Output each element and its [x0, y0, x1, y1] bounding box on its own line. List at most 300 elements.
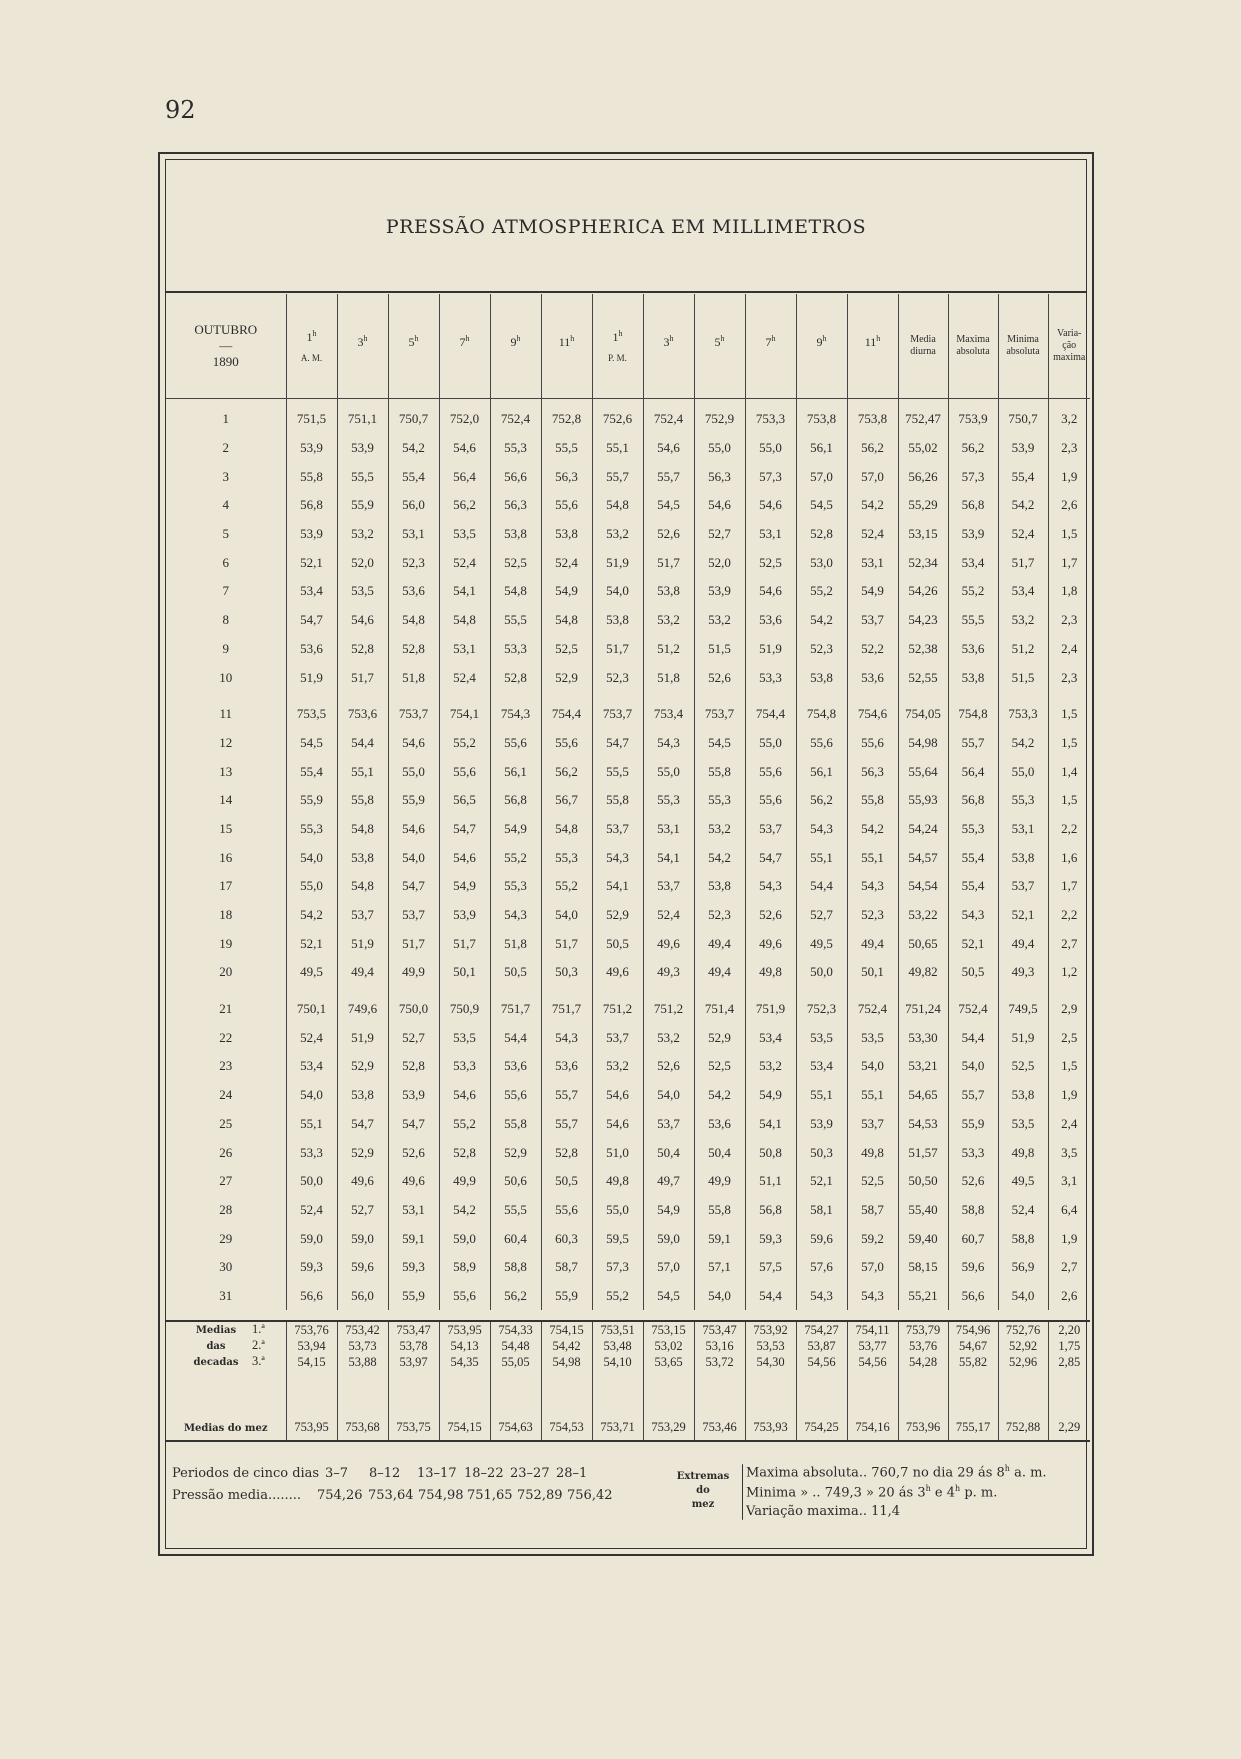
value-cell: 1,5: [1061, 1058, 1078, 1074]
value-cell: 54,8: [337, 815, 388, 844]
value-cell: 54,9: [643, 1196, 694, 1225]
medias-mez-row: [166, 1414, 1090, 1441]
value-cell: 1,9: [1061, 1087, 1078, 1103]
hour-header: [592, 294, 643, 399]
decada-value: 754,96: [948, 1321, 998, 1338]
day-cell: 14: [166, 786, 286, 815]
value-cell: 753,7: [388, 700, 439, 729]
day-cell: 2: [166, 434, 286, 463]
table-row: [166, 1224, 1090, 1253]
decada-value: 753,42: [337, 1321, 388, 1338]
page-title: PRESSÃO ATMOSPHERICA EM MILLIMETROS: [385, 216, 867, 238]
value-cell: 55,64: [898, 757, 948, 786]
value-cell: 52,5: [847, 1167, 898, 1196]
value-cell: 55,6: [490, 1081, 541, 1110]
day-cell: 9: [166, 635, 286, 664]
medias-mez-value: 753,46: [694, 1414, 745, 1441]
value-cell: 55,7: [541, 1081, 592, 1110]
month-year: 1890: [212, 354, 239, 369]
table-inner-frame: [165, 159, 1087, 1549]
value-cell: 51,7: [592, 635, 643, 664]
value-cell: 52,4: [998, 520, 1048, 549]
decada-value: 53,72: [694, 1354, 745, 1370]
pressao-4: 751,65: [467, 1488, 513, 1503]
day-cell: 17: [166, 872, 286, 901]
table-row: [166, 757, 1090, 786]
day-cell: 10: [166, 663, 286, 692]
value-cell: 54,98: [898, 729, 948, 758]
value-cell: 2,6: [1061, 497, 1078, 513]
value-cell: 53,5: [337, 577, 388, 606]
hour-header: [337, 294, 388, 399]
decada-value: 54,98: [541, 1354, 592, 1370]
summary-table: [166, 1320, 1090, 1442]
value-cell: 54,8: [541, 606, 592, 635]
value-cell: 52,4: [439, 663, 490, 692]
value-cell: 53,2: [745, 1052, 796, 1081]
hour-suffix: h: [414, 334, 419, 343]
value-cell: 53,7: [998, 872, 1048, 901]
value-cell: 52,5: [541, 635, 592, 664]
value-cell: 56,3: [847, 757, 898, 786]
value-cell: 52,4: [541, 548, 592, 577]
value-cell: 52,8: [490, 663, 541, 692]
value-cell: 55,6: [796, 729, 847, 758]
value-cell: 54,7: [592, 729, 643, 758]
value-cell: 55,2: [948, 577, 998, 606]
value-cell: 49,8: [592, 1167, 643, 1196]
value-cell: 49,6: [643, 929, 694, 958]
value-cell: 55,4: [948, 872, 998, 901]
table-row: [166, 958, 1090, 987]
day-cell: 16: [166, 843, 286, 872]
value-cell: 55,6: [847, 729, 898, 758]
value-cell: 52,5: [998, 1052, 1048, 1081]
value-cell: 57,0: [643, 1253, 694, 1282]
value-cell: 54,4: [490, 1023, 541, 1052]
value-cell: 1,8: [1061, 583, 1078, 599]
value-cell: 753,7: [592, 700, 643, 729]
value-cell: 54,5: [796, 491, 847, 520]
value-cell: 51,9: [592, 548, 643, 577]
value-cell: 56,26: [898, 462, 948, 491]
table-row: [166, 1167, 1090, 1196]
value-cell: 53,1: [643, 815, 694, 844]
pressure-table: [166, 294, 1090, 1310]
value-cell: 55,93: [898, 786, 948, 815]
table-body: [166, 399, 1090, 1311]
minima-header: [998, 294, 1048, 399]
periodos-label: Periodos de cinco dias: [172, 1466, 320, 1481]
value-cell: 53,2: [694, 815, 745, 844]
hour-label: 1: [612, 330, 619, 344]
value-cell: 55,5: [490, 606, 541, 635]
value-cell: 53,1: [998, 815, 1048, 844]
value-cell: 54,7: [337, 1110, 388, 1139]
value-cell: 52,3: [592, 663, 643, 692]
value-cell: 54,8: [490, 577, 541, 606]
maxima-header-line: absoluta: [956, 346, 990, 357]
value-cell: 51,9: [998, 1023, 1048, 1052]
value-cell: 49,9: [694, 1167, 745, 1196]
value-cell: 754,4: [541, 700, 592, 729]
value-cell: 49,4: [694, 929, 745, 958]
decada-value: 754,15: [541, 1321, 592, 1338]
value-cell: 52,7: [694, 520, 745, 549]
value-cell: 54,2: [796, 606, 847, 635]
value-cell: 56,0: [337, 1282, 388, 1311]
value-cell: 53,2: [998, 606, 1048, 635]
day-cell: 29: [166, 1224, 286, 1253]
value-cell: 54,0: [388, 843, 439, 872]
value-cell: 53,8: [998, 843, 1048, 872]
value-cell: 54,0: [286, 843, 337, 872]
value-cell: 52,6: [694, 663, 745, 692]
hour-period: A. M.: [300, 353, 323, 363]
value-cell: 54,3: [796, 815, 847, 844]
decada-value: 2,20: [1048, 1321, 1090, 1338]
table-frame: [158, 152, 1094, 1556]
decada-value: 53,88: [337, 1354, 388, 1370]
day-cell: 7: [166, 577, 286, 606]
value-cell: 2,3: [1061, 669, 1078, 685]
value-cell: 1,5: [1061, 526, 1078, 542]
value-cell: 49,6: [745, 929, 796, 958]
value-cell: 60,7: [948, 1224, 998, 1253]
hour-label: 3: [663, 335, 670, 349]
table-row: [166, 872, 1090, 901]
value-cell: 52,8: [337, 635, 388, 664]
pressao-3: 754,98: [418, 1488, 464, 1503]
value-cell: 53,5: [998, 1110, 1048, 1139]
value-cell: 53,0: [796, 548, 847, 577]
day-cell: 30: [166, 1253, 286, 1282]
hour-label: 3: [357, 335, 364, 349]
value-cell: 1,7: [1061, 878, 1078, 894]
hour-label: 7: [459, 335, 466, 349]
medias-mez-value: 755,17: [948, 1414, 998, 1441]
value-cell: 54,0: [694, 1282, 745, 1311]
value-cell: 55,7: [948, 1081, 998, 1110]
value-cell: 56,3: [541, 462, 592, 491]
value-cell: 49,4: [847, 929, 898, 958]
value-cell: 53,7: [847, 1110, 898, 1139]
value-cell: 752,4: [948, 995, 998, 1024]
value-cell: 2,2: [1061, 820, 1078, 836]
pressao-1: 754,26: [317, 1488, 363, 1503]
value-cell: 55,3: [490, 872, 541, 901]
value-cell: 54,4: [337, 729, 388, 758]
value-cell: 55,29: [898, 491, 948, 520]
value-cell: 57,6: [796, 1253, 847, 1282]
value-cell: 53,8: [337, 1081, 388, 1110]
value-cell: 59,0: [643, 1224, 694, 1253]
value-cell: 2,3: [1061, 612, 1078, 628]
value-cell: 753,3: [998, 700, 1048, 729]
value-cell: 52,6: [745, 901, 796, 930]
decada-value: 753,79: [898, 1321, 948, 1338]
medias-mez-value: 754,63: [490, 1414, 541, 1441]
value-cell: 52,0: [337, 548, 388, 577]
value-cell: 52,0: [694, 548, 745, 577]
value-cell: 752,4: [847, 995, 898, 1024]
value-cell: 751,2: [643, 995, 694, 1024]
value-cell: 51,5: [694, 635, 745, 664]
value-cell: 55,6: [490, 729, 541, 758]
value-cell: 51,9: [337, 1023, 388, 1052]
pressao-label: Pressão media........: [172, 1488, 302, 1503]
value-cell: 55,7: [948, 729, 998, 758]
value-cell: 59,0: [286, 1224, 337, 1253]
decade-spacer: [166, 692, 1090, 700]
hour-header: [745, 294, 796, 399]
decada-value: 54,10: [592, 1354, 643, 1370]
value-cell: 55,1: [592, 434, 643, 463]
value-cell: 51,7: [998, 548, 1048, 577]
value-cell: 56,2: [796, 786, 847, 815]
value-cell: 54,3: [948, 901, 998, 930]
decada-value: 753,51: [592, 1321, 643, 1338]
value-cell: 55,8: [694, 757, 745, 786]
value-cell: 53,6: [286, 635, 337, 664]
value-cell: 1,4: [1061, 763, 1078, 779]
hour-suffix: h: [618, 329, 623, 338]
value-cell: 55,0: [592, 1196, 643, 1225]
value-cell: 52,1: [796, 1167, 847, 1196]
day-cell: 23: [166, 1052, 286, 1081]
value-cell: 53,2: [694, 606, 745, 635]
value-cell: 53,4: [796, 1052, 847, 1081]
value-cell: 55,8: [286, 462, 337, 491]
value-cell: 54,2: [998, 491, 1048, 520]
value-cell: 49,9: [439, 1167, 490, 1196]
value-cell: 50,8: [745, 1138, 796, 1167]
value-cell: 58,8: [948, 1196, 998, 1225]
value-cell: 753,8: [847, 399, 898, 434]
maxima-absoluta: Maxima absoluta.. 760,7 no dia 29 ás 8$^h$ a. m.: [746, 1464, 1047, 1481]
value-cell: 2,5: [1061, 1029, 1078, 1045]
value-cell: 52,38: [898, 635, 948, 664]
value-cell: 50,4: [694, 1138, 745, 1167]
table-row: [166, 1023, 1090, 1052]
value-cell: 56,5: [439, 786, 490, 815]
value-cell: 53,8: [541, 520, 592, 549]
value-cell: 53,5: [796, 1023, 847, 1052]
value-cell: 753,7: [694, 700, 745, 729]
value-cell: 2,7: [1061, 1259, 1078, 1275]
value-cell: 49,8: [745, 958, 796, 987]
periodo-6: 28–1: [556, 1466, 588, 1481]
value-cell: 56,9: [998, 1253, 1048, 1282]
value-cell: 52,7: [796, 901, 847, 930]
value-cell: 53,3: [948, 1138, 998, 1167]
value-cell: 54,9: [439, 872, 490, 901]
value-cell: 53,1: [388, 1196, 439, 1225]
value-cell: 49,8: [847, 1138, 898, 1167]
value-cell: 51,8: [490, 929, 541, 958]
table-row: [166, 491, 1090, 520]
table-row: [166, 815, 1090, 844]
value-cell: 59,1: [388, 1224, 439, 1253]
value-cell: 53,2: [592, 520, 643, 549]
hour-label: 1: [306, 330, 313, 344]
decada-value: 1,75: [1058, 1338, 1081, 1353]
value-cell: 49,5: [796, 929, 847, 958]
value-cell: 751,1: [337, 399, 388, 434]
value-cell: 56,6: [286, 1282, 337, 1311]
value-cell: 53,21: [898, 1052, 948, 1081]
value-cell: 52,1: [948, 929, 998, 958]
hour-label: 9: [816, 335, 823, 349]
value-cell: 55,1: [796, 1081, 847, 1110]
value-cell: 55,4: [286, 757, 337, 786]
value-cell: 55,0: [286, 872, 337, 901]
medias-mez-value: 753,93: [745, 1414, 796, 1441]
value-cell: 2,4: [1061, 640, 1078, 656]
decada-value: 53,94: [286, 1338, 337, 1354]
value-cell: 53,8: [592, 606, 643, 635]
value-cell: 50,0: [286, 1167, 337, 1196]
medias-mez-value: 753,95: [286, 1414, 337, 1441]
value-cell: 55,2: [439, 1110, 490, 1139]
table-row: [166, 635, 1090, 664]
hour-suffix: h: [822, 334, 827, 343]
value-cell: 57,5: [745, 1253, 796, 1282]
table-row: [166, 1110, 1090, 1139]
value-cell: 52,5: [490, 548, 541, 577]
decada-value: 754,11: [847, 1321, 898, 1338]
value-cell: 59,1: [694, 1224, 745, 1253]
table-row: [166, 843, 1090, 872]
value-cell: 51,7: [643, 548, 694, 577]
value-cell: 54,3: [490, 901, 541, 930]
medias-mez-value: 754,15: [439, 1414, 490, 1441]
value-cell: 55,3: [490, 434, 541, 463]
hour-period: P. M.: [608, 353, 627, 363]
value-cell: 753,5: [286, 700, 337, 729]
hour-header: [439, 294, 490, 399]
hour-suffix: h: [465, 334, 470, 343]
value-cell: 54,8: [592, 491, 643, 520]
value-cell: 754,8: [948, 700, 998, 729]
value-cell: 55,1: [337, 757, 388, 786]
table-row: [166, 462, 1090, 491]
value-cell: 53,6: [388, 577, 439, 606]
variacao-maxima: Variação maxima.. 11,4: [746, 1504, 901, 1519]
table-row: [166, 577, 1090, 606]
value-cell: 59,6: [948, 1253, 998, 1282]
value-cell: 752,47: [898, 399, 948, 434]
value-cell: 54,4: [745, 1282, 796, 1311]
decada-value: 753,47: [388, 1321, 439, 1338]
value-cell: 54,6: [745, 491, 796, 520]
value-cell: 59,0: [337, 1224, 388, 1253]
value-cell: 3,5: [1061, 1144, 1078, 1160]
day-cell: 19: [166, 929, 286, 958]
media-header: [898, 294, 948, 399]
value-cell: 754,1: [439, 700, 490, 729]
value-cell: 52,6: [643, 520, 694, 549]
decada-value: 52,92: [998, 1338, 1048, 1354]
day-cell: 18: [166, 901, 286, 930]
value-cell: 54,5: [286, 729, 337, 758]
value-cell: 752,4: [490, 399, 541, 434]
pressao-5: 752,89: [517, 1488, 563, 1503]
value-cell: 60,3: [541, 1224, 592, 1253]
month-header: [166, 294, 286, 399]
value-cell: 51,2: [998, 635, 1048, 664]
value-cell: 2,9: [1061, 1001, 1078, 1017]
hour-header: [796, 294, 847, 399]
decada-value: 54,67: [948, 1338, 998, 1354]
maxima-header-line: Maxima: [956, 334, 990, 345]
decada-value: 55,05: [490, 1354, 541, 1370]
value-cell: 53,3: [286, 1138, 337, 1167]
value-cell: 53,9: [998, 434, 1048, 463]
value-cell: 2,3: [1061, 440, 1078, 456]
value-cell: 50,5: [592, 929, 643, 958]
medias-mez-value: 753,71: [592, 1414, 643, 1441]
hour-suffix: h: [771, 334, 776, 343]
value-cell: 1,5: [1061, 792, 1078, 808]
day-cell: 11: [166, 700, 286, 729]
value-cell: 51,1: [745, 1167, 796, 1196]
value-cell: 55,8: [592, 786, 643, 815]
value-cell: 753,3: [745, 399, 796, 434]
value-cell: 59,6: [796, 1224, 847, 1253]
value-cell: 49,4: [694, 958, 745, 987]
value-cell: 752,8: [541, 399, 592, 434]
value-cell: 49,3: [643, 958, 694, 987]
value-cell: 57,0: [847, 1253, 898, 1282]
value-cell: 54,26: [898, 577, 948, 606]
decada-value: 54,30: [745, 1354, 796, 1370]
table-row: [166, 1081, 1090, 1110]
value-cell: 751,24: [898, 995, 948, 1024]
variacao-header: [1048, 294, 1090, 399]
value-cell: 52,7: [337, 1196, 388, 1225]
value-cell: 53,9: [388, 1081, 439, 1110]
value-cell: 49,3: [998, 958, 1048, 987]
value-cell: 55,1: [286, 1110, 337, 1139]
decada-value: 54,15: [286, 1354, 337, 1370]
value-cell: 56,4: [439, 462, 490, 491]
value-cell: 54,5: [643, 491, 694, 520]
value-cell: 55,4: [388, 462, 439, 491]
value-cell: 54,6: [694, 491, 745, 520]
value-cell: 55,2: [439, 729, 490, 758]
value-cell: 56,8: [948, 491, 998, 520]
value-cell: 58,8: [490, 1253, 541, 1282]
value-cell: 1,7: [1061, 554, 1078, 570]
table-row: [166, 606, 1090, 635]
decada-value: 53,87: [796, 1338, 847, 1354]
hour-header: [694, 294, 745, 399]
value-cell: 54,0: [847, 1052, 898, 1081]
table-row: [166, 1196, 1090, 1225]
pressao-6: 756,42: [567, 1488, 613, 1503]
value-cell: 56,8: [948, 786, 998, 815]
table-row: [166, 548, 1090, 577]
value-cell: 54,3: [592, 843, 643, 872]
value-cell: 55,0: [388, 757, 439, 786]
value-cell: 52,2: [847, 635, 898, 664]
value-cell: 55,3: [998, 786, 1048, 815]
periodo-2: 8–12: [369, 1466, 401, 1481]
value-cell: 52,6: [948, 1167, 998, 1196]
table-row: [166, 1282, 1090, 1311]
value-cell: 53,8: [337, 843, 388, 872]
